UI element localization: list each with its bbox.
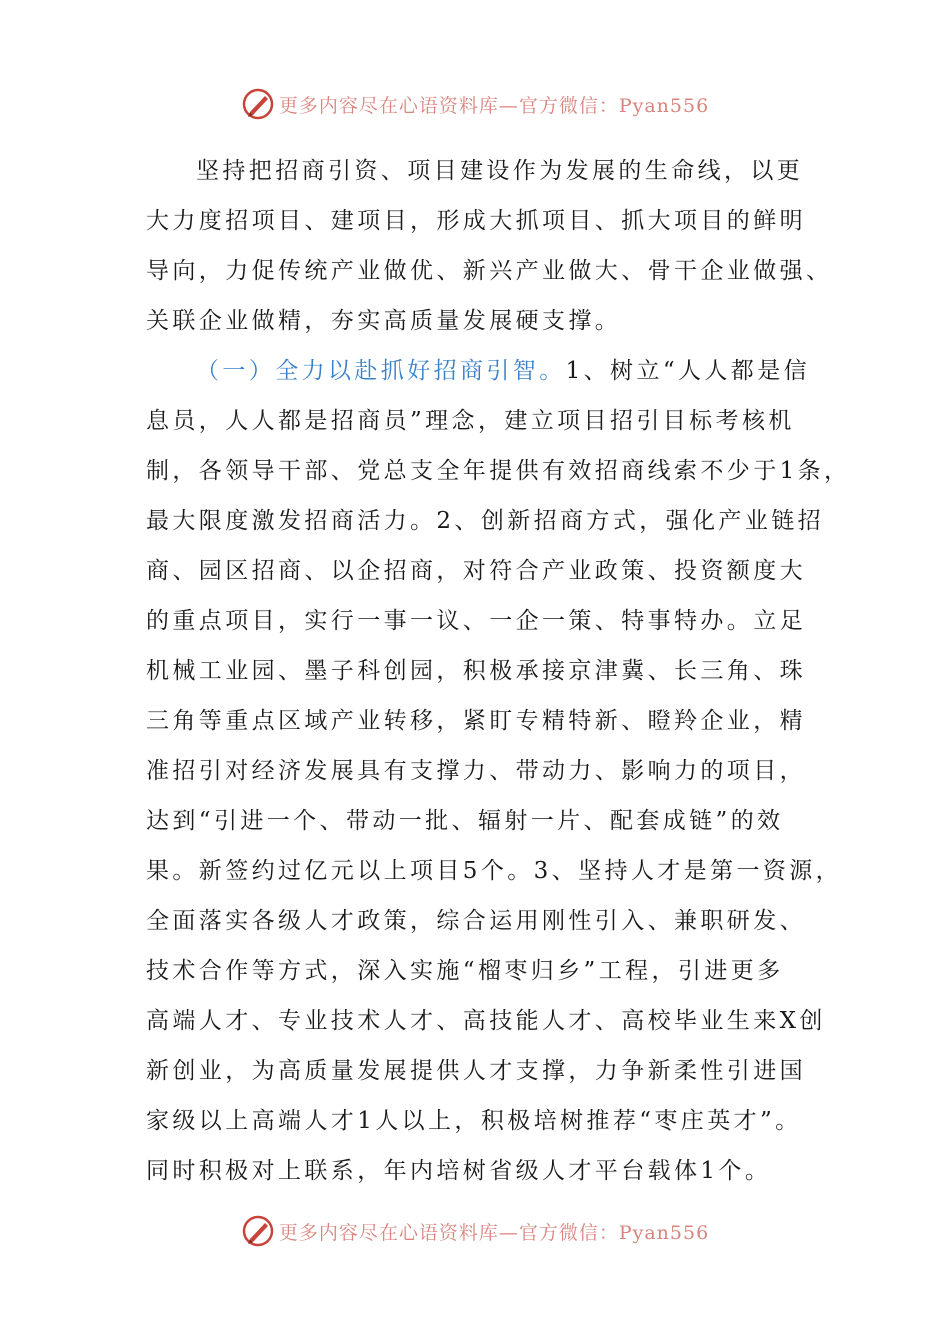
text-line: 三角等重点区域产业转移，紧盯专精特新、瞪羚企业，精 bbox=[146, 708, 806, 734]
text-line: 的重点项目，实行一事一议、一企一策、特事特办。立足 bbox=[146, 608, 806, 634]
text-line: 家级以上高端人才1人以上，积极培树推荐“枣庄英才”。 bbox=[146, 1108, 802, 1134]
paragraph-2 bbox=[146, 346, 851, 1196]
text-line bbox=[146, 346, 826, 396]
text-line: 新创业，为高质量发展提供人才支撑，力争新柔性引进国 bbox=[146, 1058, 806, 1084]
text-line: 导向，力促传统产业做优、新兴产业做大、骨干企业做强、 bbox=[146, 258, 833, 284]
text-line: 机械工业园、墨子科创园，积极承接京津冀、长三角、珠 bbox=[146, 658, 806, 684]
text-line: 息员，人人都是招商员”理念，建立项目招引目标考核机 bbox=[146, 408, 795, 434]
text-line: 全面落实各级人才政策，综合运用刚性引入、兼职研发、 bbox=[146, 908, 806, 934]
text-line: 达到“引进一个、带动一批、辐射一片、配套成链”的效 bbox=[146, 808, 784, 834]
paragraph-1 bbox=[146, 146, 833, 346]
text-line: 最大限度激发招商活力。2、创新招商方式，强化产业链招 bbox=[146, 508, 825, 534]
text-line: 大力度招项目、建项目，形成大抓项目、抓大项目的鲜明 bbox=[146, 208, 806, 234]
text-line: 高端人才、专业技术人才、高技能人才、高校毕业生来X创 bbox=[146, 1008, 826, 1034]
banner-text: 更多内容尽在心语资料库—官方微信：Pyan556 bbox=[278, 94, 710, 117]
text-line: 果。新签约过亿元以上项目5个。3、坚持人才是第一资源， bbox=[146, 858, 843, 884]
footer-banner bbox=[0, 1211, 950, 1251]
text-line: 技术合作等方式，深入实施“榴枣归乡”工程，引进更多 bbox=[146, 958, 784, 984]
pen-logo-icon bbox=[241, 87, 275, 121]
pen-logo-icon bbox=[241, 1214, 275, 1248]
text-span: 1、树立“人人都是信 bbox=[565, 358, 811, 384]
section-heading: （一）全力以赴抓好招商引智。 bbox=[196, 358, 566, 384]
text-line: 制，各领导干部、党总支全年提供有效招商线索不少于1条， bbox=[146, 458, 851, 484]
banner-text: 更多内容尽在心语资料库—官方微信：Pyan556 bbox=[278, 1221, 710, 1244]
text-line: 关联企业做精，夯实高质量发展硬支撑。 bbox=[146, 308, 622, 334]
text-line: 同时积极对上联系，年内培树省级人才平台载体1个。 bbox=[146, 1158, 772, 1184]
document-body bbox=[146, 146, 851, 1196]
text-line: 坚持把招商引资、项目建设作为发展的生命线，以更 bbox=[196, 158, 804, 184]
text-line: 准招引对经济发展具有支撑力、带动力、影响力的项目， bbox=[146, 758, 806, 784]
text-line: 商、园区招商、以企招商，对符合产业政策、投资额度大 bbox=[146, 558, 806, 584]
header-banner bbox=[0, 84, 950, 124]
